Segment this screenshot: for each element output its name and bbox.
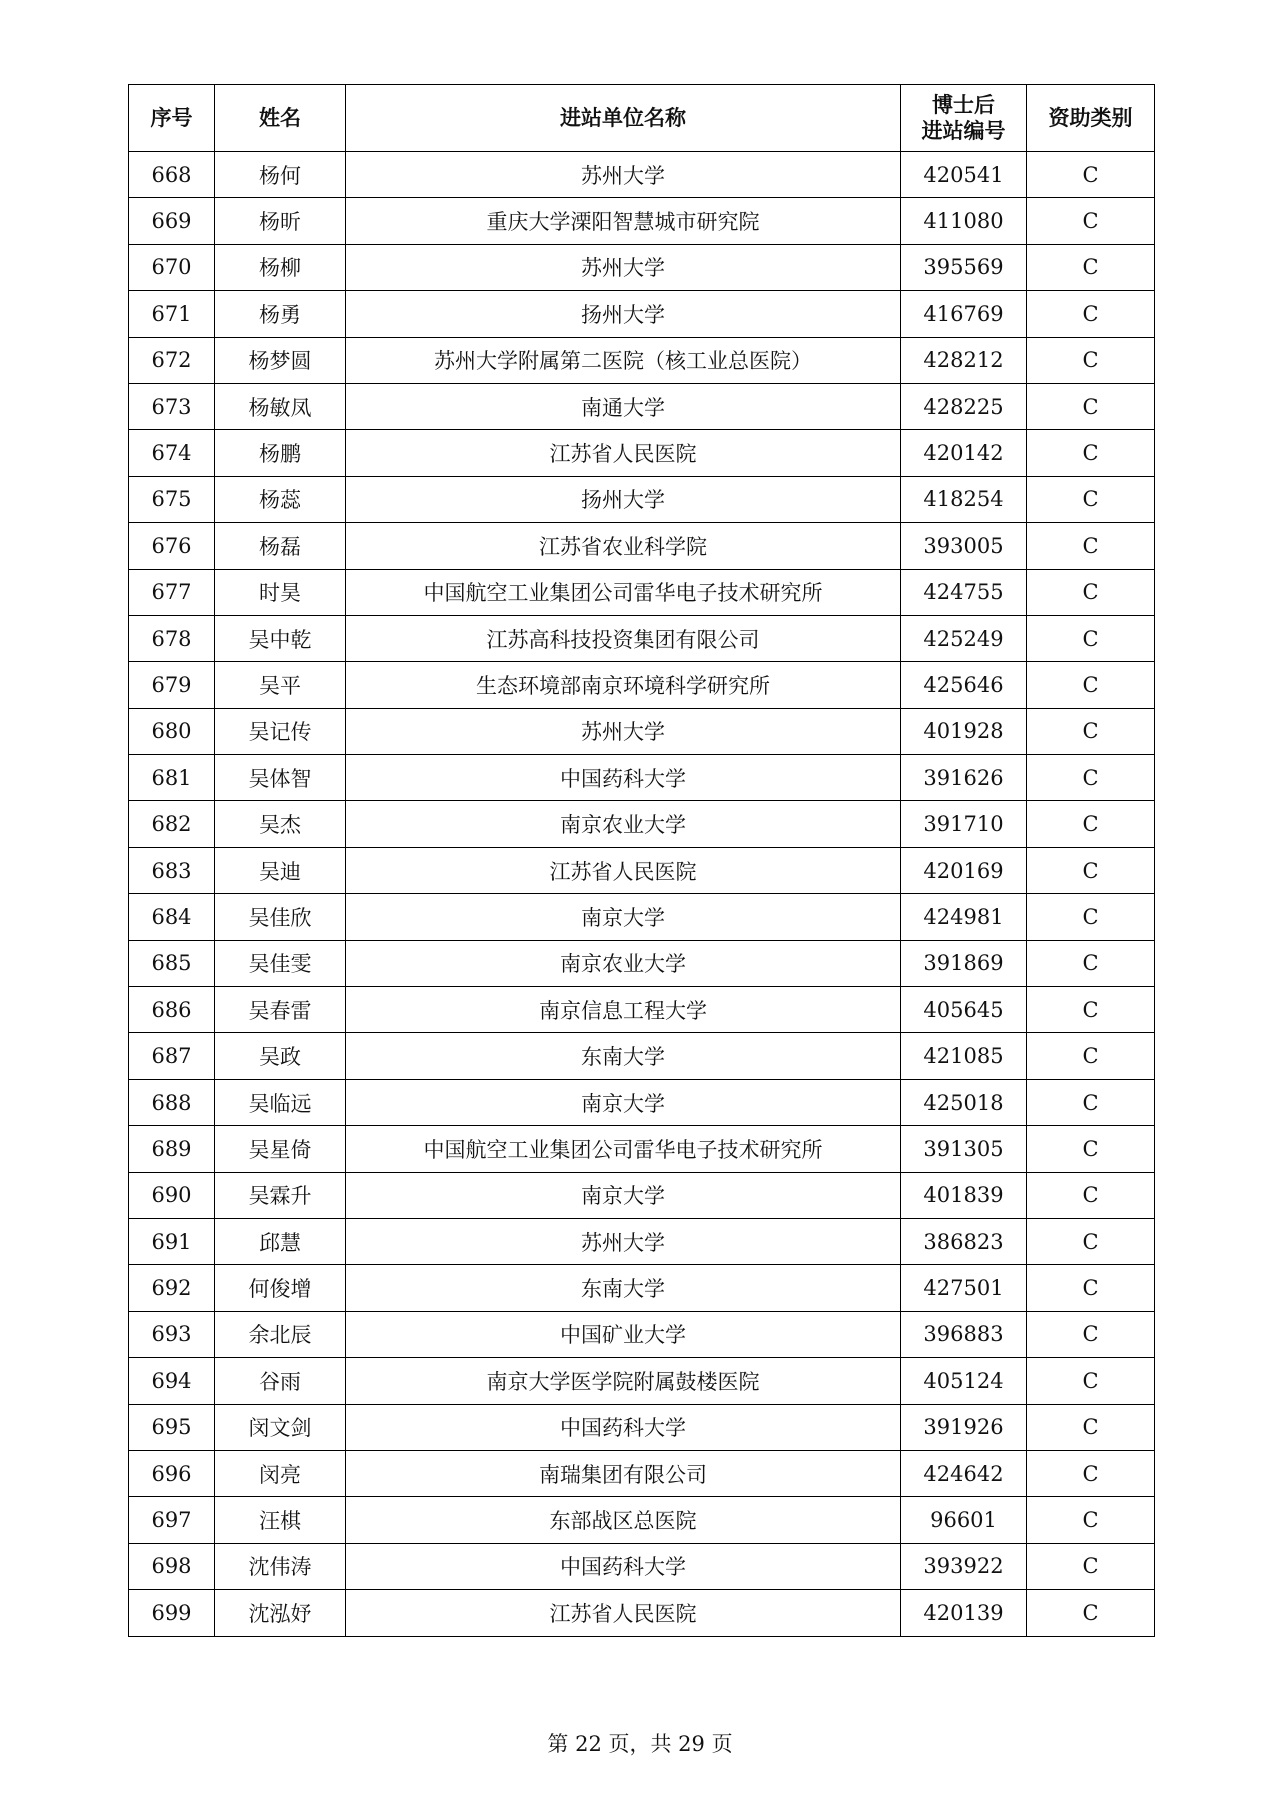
cell-index: 680 bbox=[129, 708, 215, 754]
cell-code: 393922 bbox=[901, 1543, 1027, 1589]
cell-index: 697 bbox=[129, 1497, 215, 1543]
cell-category: C bbox=[1027, 1404, 1155, 1450]
header-name: 姓名 bbox=[215, 85, 346, 152]
cell-category: C bbox=[1027, 1358, 1155, 1404]
header-index: 序号 bbox=[129, 85, 215, 152]
table-row bbox=[129, 708, 1155, 754]
header-code bbox=[901, 85, 1027, 152]
cell-name: 杨梦圆 bbox=[215, 337, 346, 383]
cell-name: 闵亮 bbox=[215, 1450, 346, 1496]
cell-name: 吴中乾 bbox=[215, 615, 346, 661]
cell-name: 吴星倚 bbox=[215, 1126, 346, 1172]
table-row bbox=[129, 1358, 1155, 1404]
cell-category: C bbox=[1027, 337, 1155, 383]
cell-name: 吴佳雯 bbox=[215, 940, 346, 986]
cell-index: 682 bbox=[129, 801, 215, 847]
cell-index: 685 bbox=[129, 940, 215, 986]
cell-unit: 南京农业大学 bbox=[346, 940, 901, 986]
cell-index: 692 bbox=[129, 1265, 215, 1311]
cell-index: 694 bbox=[129, 1358, 215, 1404]
cell-unit: 南京大学医学院附属鼓楼医院 bbox=[346, 1358, 901, 1404]
cell-index: 683 bbox=[129, 847, 215, 893]
cell-code: 411080 bbox=[901, 198, 1027, 244]
cell-index: 678 bbox=[129, 615, 215, 661]
cell-unit: 中国航空工业集团公司雷华电子技术研究所 bbox=[346, 1126, 901, 1172]
cell-category: C bbox=[1027, 708, 1155, 754]
cell-index: 675 bbox=[129, 476, 215, 522]
cell-category: C bbox=[1027, 894, 1155, 940]
cell-category: C bbox=[1027, 1311, 1155, 1357]
cell-index: 699 bbox=[129, 1590, 215, 1636]
table-row bbox=[129, 383, 1155, 429]
cell-code: 401928 bbox=[901, 708, 1027, 754]
cell-index: 684 bbox=[129, 894, 215, 940]
cell-index: 695 bbox=[129, 1404, 215, 1450]
cell-name: 吴体智 bbox=[215, 755, 346, 801]
cell-name: 汪棋 bbox=[215, 1497, 346, 1543]
cell-unit: 中国药科大学 bbox=[346, 1404, 901, 1450]
cell-index: 674 bbox=[129, 430, 215, 476]
cell-unit: 南瑞集团有限公司 bbox=[346, 1450, 901, 1496]
cell-code: 391869 bbox=[901, 940, 1027, 986]
table-row bbox=[129, 1450, 1155, 1496]
cell-category: C bbox=[1027, 244, 1155, 290]
table-row bbox=[129, 615, 1155, 661]
table-row bbox=[129, 569, 1155, 615]
cell-code: 420142 bbox=[901, 430, 1027, 476]
cell-category: C bbox=[1027, 383, 1155, 429]
cell-name: 吴霖升 bbox=[215, 1172, 346, 1218]
cell-unit: 南通大学 bbox=[346, 383, 901, 429]
postdoc-funding-table bbox=[128, 84, 1155, 1637]
cell-name: 吴政 bbox=[215, 1033, 346, 1079]
cell-unit: 苏州大学 bbox=[346, 1218, 901, 1264]
cell-code: 391626 bbox=[901, 755, 1027, 801]
cell-unit: 苏州大学 bbox=[346, 152, 901, 198]
cell-category: C bbox=[1027, 847, 1155, 893]
cell-code: 420169 bbox=[901, 847, 1027, 893]
cell-category: C bbox=[1027, 615, 1155, 661]
cell-code: 396883 bbox=[901, 1311, 1027, 1357]
cell-code: 391305 bbox=[901, 1126, 1027, 1172]
cell-unit: 江苏省人民医院 bbox=[346, 847, 901, 893]
cell-unit: 中国矿业大学 bbox=[346, 1311, 901, 1357]
cell-name: 杨昕 bbox=[215, 198, 346, 244]
table-row bbox=[129, 755, 1155, 801]
cell-name: 闵文剑 bbox=[215, 1404, 346, 1450]
header-unit: 进站单位名称 bbox=[346, 85, 901, 152]
cell-name: 杨鹏 bbox=[215, 430, 346, 476]
table-row bbox=[129, 1126, 1155, 1172]
cell-category: C bbox=[1027, 1079, 1155, 1125]
header-code-line2: 进站编号 bbox=[921, 119, 1006, 143]
cell-unit: 中国航空工业集团公司雷华电子技术研究所 bbox=[346, 569, 901, 615]
table-row bbox=[129, 1590, 1155, 1636]
header-row bbox=[129, 85, 1155, 152]
cell-name: 杨何 bbox=[215, 152, 346, 198]
table-row bbox=[129, 523, 1155, 569]
table-row bbox=[129, 1311, 1155, 1357]
table-row bbox=[129, 337, 1155, 383]
cell-code: 428225 bbox=[901, 383, 1027, 429]
cell-code: 424981 bbox=[901, 894, 1027, 940]
cell-category: C bbox=[1027, 569, 1155, 615]
cell-category: C bbox=[1027, 523, 1155, 569]
cell-name: 时昊 bbox=[215, 569, 346, 615]
cell-unit: 苏州大学 bbox=[346, 244, 901, 290]
cell-category: C bbox=[1027, 662, 1155, 708]
table-row bbox=[129, 940, 1155, 986]
cell-name: 吴平 bbox=[215, 662, 346, 708]
cell-category: C bbox=[1027, 755, 1155, 801]
cell-category: C bbox=[1027, 1033, 1155, 1079]
cell-code: 416769 bbox=[901, 291, 1027, 337]
cell-category: C bbox=[1027, 152, 1155, 198]
cell-name: 吴佳欣 bbox=[215, 894, 346, 940]
table-row bbox=[129, 476, 1155, 522]
cell-name: 杨磊 bbox=[215, 523, 346, 569]
table-row bbox=[129, 198, 1155, 244]
cell-unit: 东南大学 bbox=[346, 1265, 901, 1311]
cell-category: C bbox=[1027, 801, 1155, 847]
cell-unit: 江苏省人民医院 bbox=[346, 430, 901, 476]
cell-name: 谷雨 bbox=[215, 1358, 346, 1404]
cell-index: 676 bbox=[129, 523, 215, 569]
cell-name: 沈泓妤 bbox=[215, 1590, 346, 1636]
page-footer: 第 22 页，共 29 页 bbox=[547, 1732, 733, 1756]
cell-unit: 江苏省人民医院 bbox=[346, 1590, 901, 1636]
cell-unit: 南京大学 bbox=[346, 894, 901, 940]
table-row bbox=[129, 1079, 1155, 1125]
cell-index: 670 bbox=[129, 244, 215, 290]
cell-code: 391710 bbox=[901, 801, 1027, 847]
cell-unit: 东部战区总医院 bbox=[346, 1497, 901, 1543]
cell-name: 吴杰 bbox=[215, 801, 346, 847]
cell-index: 690 bbox=[129, 1172, 215, 1218]
table-row bbox=[129, 847, 1155, 893]
cell-code: 428212 bbox=[901, 337, 1027, 383]
table-row bbox=[129, 1218, 1155, 1264]
cell-unit: 生态环境部南京环境科学研究所 bbox=[346, 662, 901, 708]
cell-index: 673 bbox=[129, 383, 215, 429]
table-row bbox=[129, 1404, 1155, 1450]
table-row bbox=[129, 244, 1155, 290]
cell-code: 421085 bbox=[901, 1033, 1027, 1079]
cell-unit: 南京农业大学 bbox=[346, 801, 901, 847]
cell-category: C bbox=[1027, 1172, 1155, 1218]
cell-index: 668 bbox=[129, 152, 215, 198]
cell-name: 吴临远 bbox=[215, 1079, 346, 1125]
cell-code: 386823 bbox=[901, 1218, 1027, 1264]
cell-index: 686 bbox=[129, 987, 215, 1033]
cell-unit: 江苏省农业科学院 bbox=[346, 523, 901, 569]
cell-unit: 苏州大学附属第二医院（核工业总医院） bbox=[346, 337, 901, 383]
cell-category: C bbox=[1027, 940, 1155, 986]
table-row bbox=[129, 987, 1155, 1033]
cell-category: C bbox=[1027, 1543, 1155, 1589]
table-row bbox=[129, 152, 1155, 198]
cell-unit: 东南大学 bbox=[346, 1033, 901, 1079]
cell-index: 681 bbox=[129, 755, 215, 801]
cell-category: C bbox=[1027, 1218, 1155, 1264]
cell-code: 424755 bbox=[901, 569, 1027, 615]
cell-code: 420541 bbox=[901, 152, 1027, 198]
cell-code: 424642 bbox=[901, 1450, 1027, 1496]
cell-code: 96601 bbox=[901, 1497, 1027, 1543]
cell-code: 425018 bbox=[901, 1079, 1027, 1125]
cell-name: 杨柳 bbox=[215, 244, 346, 290]
cell-code: 395569 bbox=[901, 244, 1027, 290]
cell-category: C bbox=[1027, 1450, 1155, 1496]
cell-name: 杨敏凤 bbox=[215, 383, 346, 429]
cell-unit: 扬州大学 bbox=[346, 476, 901, 522]
cell-unit: 重庆大学溧阳智慧城市研究院 bbox=[346, 198, 901, 244]
table-row bbox=[129, 801, 1155, 847]
cell-unit: 南京大学 bbox=[346, 1079, 901, 1125]
cell-category: C bbox=[1027, 1497, 1155, 1543]
cell-name: 余北辰 bbox=[215, 1311, 346, 1357]
table-header bbox=[129, 85, 1155, 152]
cell-index: 679 bbox=[129, 662, 215, 708]
cell-category: C bbox=[1027, 987, 1155, 1033]
cell-name: 吴迪 bbox=[215, 847, 346, 893]
cell-code: 427501 bbox=[901, 1265, 1027, 1311]
cell-category: C bbox=[1027, 291, 1155, 337]
cell-category: C bbox=[1027, 1126, 1155, 1172]
cell-name: 吴春雷 bbox=[215, 987, 346, 1033]
header-code-line1: 博士后 bbox=[932, 93, 995, 117]
cell-index: 698 bbox=[129, 1543, 215, 1589]
cell-code: 401839 bbox=[901, 1172, 1027, 1218]
cell-code: 393005 bbox=[901, 523, 1027, 569]
cell-category: C bbox=[1027, 198, 1155, 244]
cell-unit: 南京大学 bbox=[346, 1172, 901, 1218]
cell-index: 669 bbox=[129, 198, 215, 244]
table-row bbox=[129, 1033, 1155, 1079]
cell-code: 418254 bbox=[901, 476, 1027, 522]
cell-index: 693 bbox=[129, 1311, 215, 1357]
cell-index: 691 bbox=[129, 1218, 215, 1264]
cell-code: 425249 bbox=[901, 615, 1027, 661]
cell-code: 420139 bbox=[901, 1590, 1027, 1636]
table-row bbox=[129, 662, 1155, 708]
cell-code: 405645 bbox=[901, 987, 1027, 1033]
cell-unit: 苏州大学 bbox=[346, 708, 901, 754]
table-row bbox=[129, 1265, 1155, 1311]
table-body bbox=[129, 152, 1155, 1637]
cell-unit: 南京信息工程大学 bbox=[346, 987, 901, 1033]
cell-code: 405124 bbox=[901, 1358, 1027, 1404]
table-row bbox=[129, 430, 1155, 476]
cell-index: 696 bbox=[129, 1450, 215, 1496]
cell-index: 677 bbox=[129, 569, 215, 615]
cell-category: C bbox=[1027, 1265, 1155, 1311]
cell-code: 425646 bbox=[901, 662, 1027, 708]
table-row bbox=[129, 291, 1155, 337]
cell-name: 沈伟涛 bbox=[215, 1543, 346, 1589]
cell-unit: 中国药科大学 bbox=[346, 1543, 901, 1589]
table-row bbox=[129, 1172, 1155, 1218]
cell-category: C bbox=[1027, 476, 1155, 522]
cell-index: 689 bbox=[129, 1126, 215, 1172]
cell-category: C bbox=[1027, 1590, 1155, 1636]
cell-unit: 江苏高科技投资集团有限公司 bbox=[346, 615, 901, 661]
cell-name: 杨勇 bbox=[215, 291, 346, 337]
table-row bbox=[129, 1497, 1155, 1543]
cell-category: C bbox=[1027, 430, 1155, 476]
table-row bbox=[129, 1543, 1155, 1589]
header-category: 资助类别 bbox=[1027, 85, 1155, 152]
cell-index: 671 bbox=[129, 291, 215, 337]
cell-name: 杨蕊 bbox=[215, 476, 346, 522]
table-row bbox=[129, 894, 1155, 940]
cell-code: 391926 bbox=[901, 1404, 1027, 1450]
cell-unit: 中国药科大学 bbox=[346, 755, 901, 801]
cell-name: 吴记传 bbox=[215, 708, 346, 754]
cell-unit: 扬州大学 bbox=[346, 291, 901, 337]
cell-index: 687 bbox=[129, 1033, 215, 1079]
cell-name: 邱慧 bbox=[215, 1218, 346, 1264]
cell-index: 688 bbox=[129, 1079, 215, 1125]
cell-index: 672 bbox=[129, 337, 215, 383]
cell-name: 何俊增 bbox=[215, 1265, 346, 1311]
